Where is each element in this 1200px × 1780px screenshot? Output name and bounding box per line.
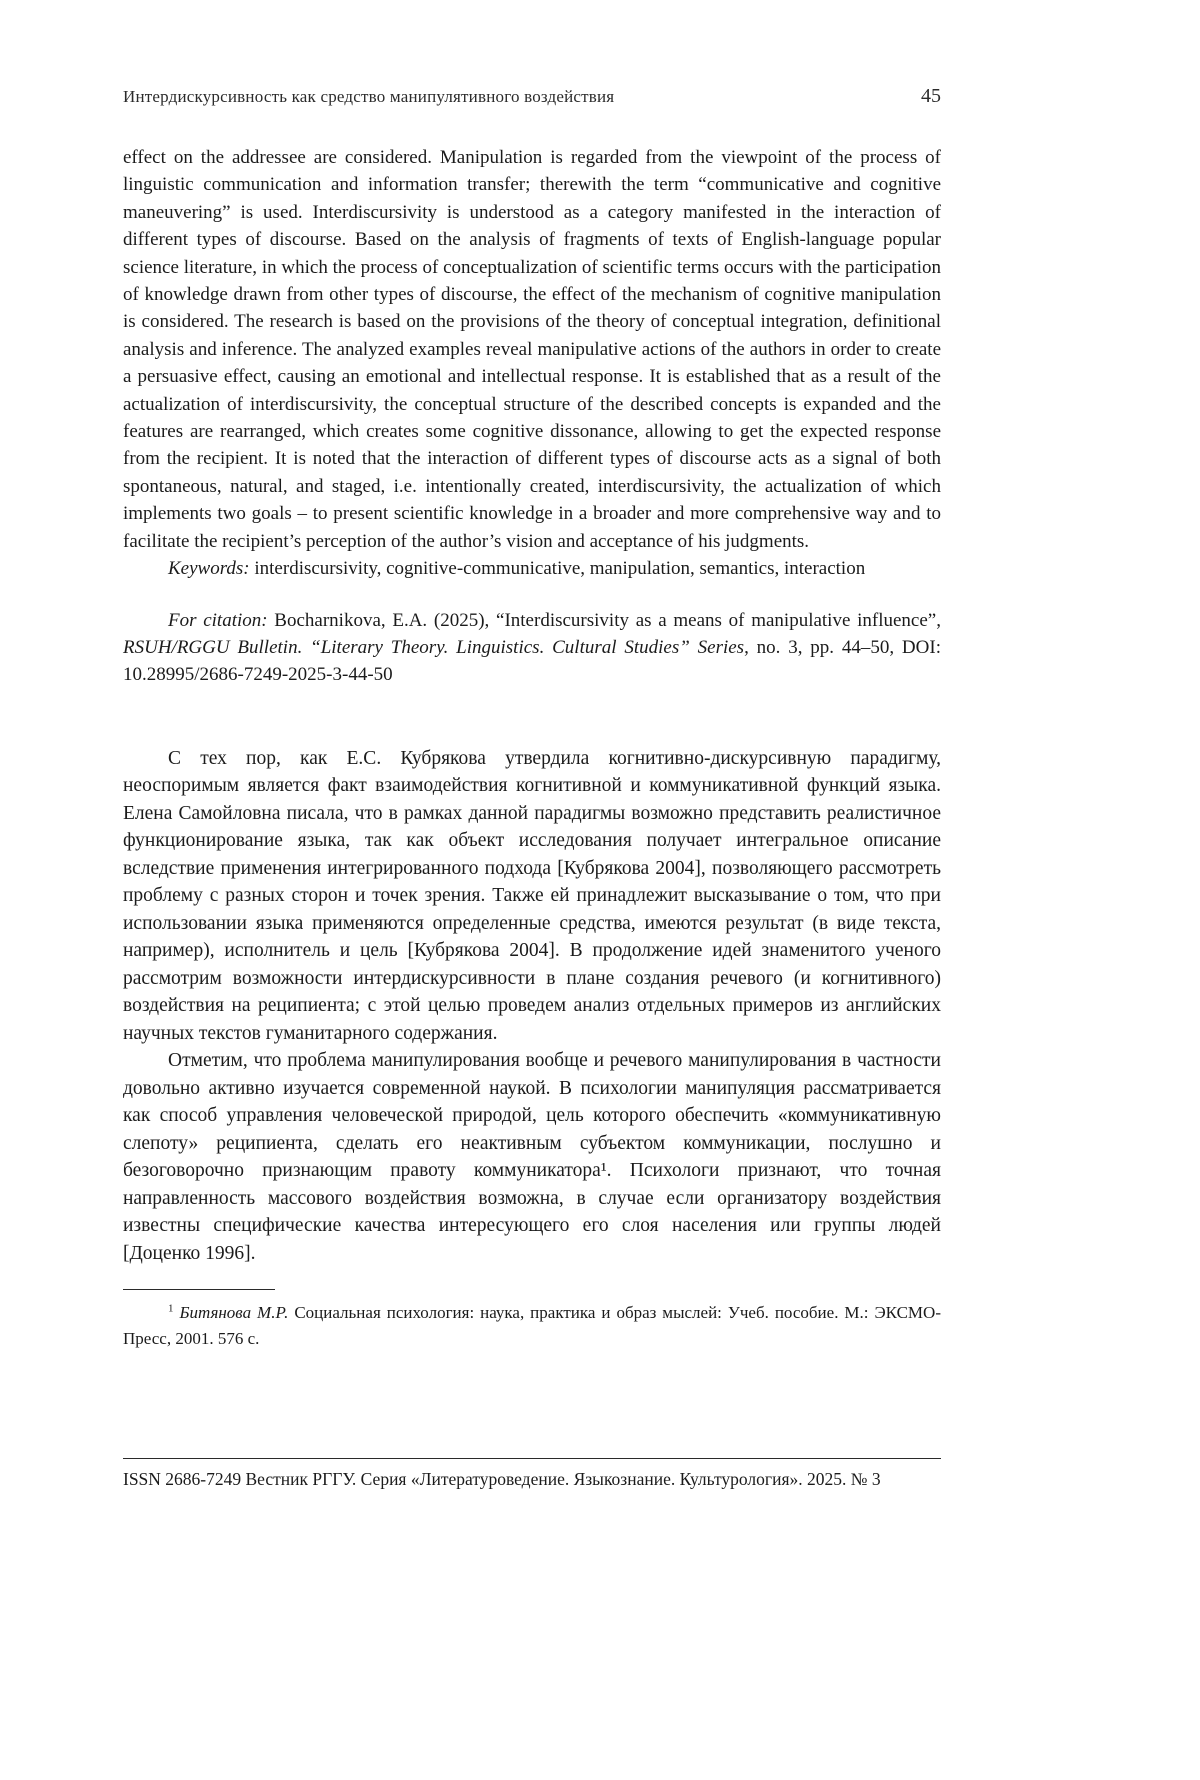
abstract-text: effect on the addressee are considered. Manipulation is regarded from the viewpoint of the process of linguistic communication and information transfer; therewith the term “communicative and cognitive maneuvering” is used. Interdiscursivity is understood as a category manifested in the interaction of different types of discourse. Based on the analysis of fragments of texts of English-language popular science literature, in which the process of conceptualization of scientific terms occurs with the participation of knowledge drawn from other types of discourse, the effect of the mechanism of cognitive manipulation is considered. The research is based on the provisions of the theory of conceptual integration, definitional analysis and inference. The analyzed examples reveal manipulative actions of the authors in order to create a persuasive effect, causing an emotional and intellectual response. It is established that as a result of the actualization of interdiscursivity, the conceptual structure of the described concepts is expanded and the features are rearranged, which creates some cognitive dissonance, allowing to get the expected response from the recipient. It is noted that the interaction of different types of discourse acts as a signal of both spontaneous, natural, and staged, i.e. intentionally created, interdiscursivity, the actualization of which implements two goals – to present scientific knowledge in a broader and more comprehensive way and to facilitate the recipient’s perception of the author’s vision and acceptance of his judgments. bbox=[123, 147, 941, 552]
page-header bbox=[123, 85, 941, 108]
keywords-label: Keywords: bbox=[168, 558, 250, 580]
running-title: Интердискурсивность как средство манипулятивного воздействия bbox=[123, 87, 615, 106]
keywords-line bbox=[123, 555, 941, 582]
citation-part1: Bocharnikova, E.A. (2025), “Interdiscursivity as a means of manipulative influence”, bbox=[267, 609, 941, 631]
footnote-author: Битянова М.Р. bbox=[173, 1303, 289, 1323]
footnote-marker: 1 bbox=[168, 1302, 174, 1315]
footnote bbox=[123, 1300, 941, 1352]
body-paragraph-2: Отметим, что проблема манипулирования вообще и речевого манипулирования в частности довольно активно изучается современной наукой. В психологии манипуляция рассматривается как способ управления человеческой природой, цель которого обеспечить «коммуникативную слепоту» реципиента, сделать его неактивным субъектом коммуникации, послушно и безоговорочно признающим правоту коммуникатора¹. Психологи признают, что точная направленность массового воздействия возможна, в случае если организатору воздействия известны специфические качества интересующего его слоя населения или группы людей [Доценко 1996]. bbox=[123, 1050, 941, 1264]
abstract-section bbox=[123, 144, 941, 583]
page-number: 45 bbox=[921, 85, 941, 107]
citation-label: For citation: bbox=[168, 609, 268, 631]
citation-text bbox=[123, 607, 941, 689]
footnote-separator bbox=[123, 1289, 275, 1290]
footer-issn-line: ISSN 2686-7249 Вестник РГГУ. Серия «Литературоведение. Языкознание. Культурология». 2025. № 3 bbox=[123, 1469, 881, 1489]
citation-journal: RSUH/RGGU Bulletin. “Literary Theory. Linguistics. Cultural Studies” Series bbox=[123, 636, 745, 658]
page-footer bbox=[123, 1458, 941, 1490]
citation-section bbox=[123, 607, 941, 689]
page-content bbox=[123, 85, 941, 1352]
keywords-text: interdiscursivity, cognitive-communicative, manipulation, semantics, interaction bbox=[249, 558, 866, 580]
article-body bbox=[123, 745, 941, 1268]
body-paragraph-1: С тех пор, как Е.С. Кубрякова утвердила когнитивно-дискурсивную парадигму, неоспоримым является факт взаимодействия когнитивной и коммуникативной функций языка. Елена Самойловна писала, что в рамках данной парадигмы возможно представить реалистичное функционирование языка, так как объект исследования получает интегральное описание вследствие применения интегрированного подхода [Кубрякова 2004], позволяющего рассмотреть проблему с разных сторон и точек зрения. Также ей принадлежит высказывание о том, что при использовании языка применяются определенные средства, имеются результат (в виде текста, например), исполнитель и цель [Кубрякова 2004]. В продолжение идей знаменитого ученого рассмотрим возможности интердискурсивности в плане создания речевого (и когнитивного) воздействия на реципиента; с этой целью проведем анализ отдельных примеров из английских научных текстов гуманитарного содержания. bbox=[123, 747, 941, 1044]
citation-part2: , no. 3, pp. 44–50, DOI: 10.28995/2686-7249-2025-3-44-50 bbox=[123, 636, 941, 686]
footnote-text: Социальная психология: наука, практика и образ мыслей: Учеб. пособие. М.: ЭКСМО-Пресс, 2001. 576 с. bbox=[123, 1303, 941, 1349]
